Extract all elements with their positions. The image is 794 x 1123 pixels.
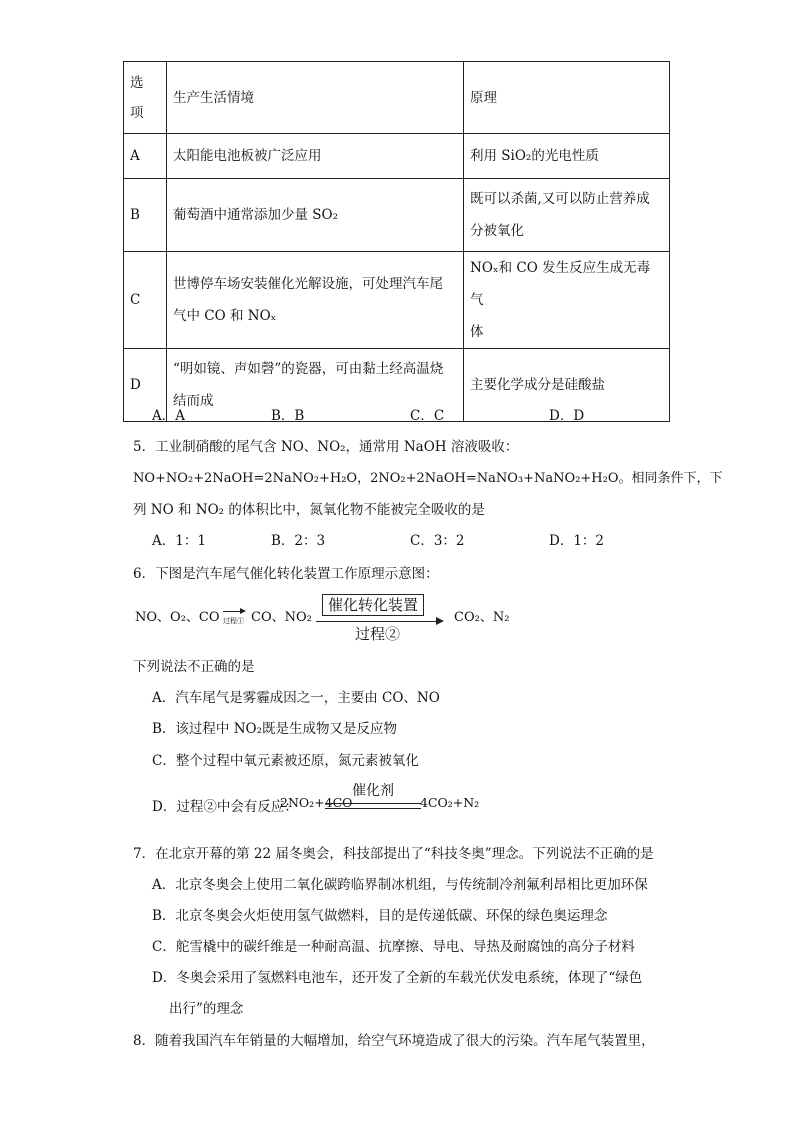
scene-line: 气中 CO 和 NOₓ (173, 308, 277, 324)
q4-option-c: C．C (410, 408, 445, 424)
principle-line: 既可以杀菌,又可以防止营养成 (470, 191, 650, 207)
q5-option-c: C．3：2 (410, 533, 465, 549)
step2-arrow-icon (316, 621, 440, 622)
scene-line: 结而成 (173, 393, 214, 409)
principle-line: 体 (470, 324, 484, 340)
diagram-reactants: NO、O₂、CO (135, 610, 220, 625)
q6-option-c: C．整个过程中氧元素被还原，氮元素被氧化 (152, 753, 419, 769)
row-principle (464, 252, 670, 349)
q7-option-c: C．舵雪橇中的碳纤维是一种耐高温、抗摩擦、导电、导热及耐腐蚀的高分子材料 (152, 939, 635, 955)
q6-question: 下列说法不正确的是 (133, 659, 255, 675)
row-option: B (124, 179, 167, 252)
q7-option-a: A．北京冬奥会上使用二氧化碳跨临界制冰机组，与传统制冷剂氟利昂相比更加环保 (152, 877, 648, 893)
table-row (124, 134, 670, 179)
row-option: D (124, 349, 167, 422)
principle-line: 分被氧化 (470, 223, 524, 239)
q6-option-a: A．汽车尾气是雾霾成因之一，主要由 CO、NO (152, 690, 440, 706)
q4-option-b: B．B (271, 408, 305, 424)
diagram-step1-label: 过程① (223, 617, 244, 625)
q4-option-d: D．D (549, 408, 585, 424)
table-row (124, 252, 670, 349)
table-row (124, 349, 670, 422)
q7-option-d-line2: 出行”的理念 (169, 1001, 244, 1017)
q5-stem-line1: 5．工业制硝酸的尾气含 NO、NO₂，通常用 NaOH 溶液吸收： (133, 439, 519, 455)
header-option: 选 项 (124, 62, 167, 134)
row-principle: 利用 SiO₂的光电性质 (464, 134, 670, 179)
diagram-intermediate: CO、NO₂ (251, 610, 312, 625)
row-option: A (124, 134, 167, 179)
q8-stem: 8．随着我国汽车年销量的大幅增加，给空气环境造成了很大的污染。汽车尾气装置里， (133, 1033, 655, 1049)
table-row (124, 179, 670, 252)
principle-line: NOₓ和 CO 发生反应生成无毒气 (470, 260, 651, 308)
q6-stem: 6．下图是汽车尾气催化转化装置工作原理示意图： (133, 566, 439, 582)
step2-arrow-head-icon (436, 617, 444, 625)
q7-option-b: B．北京冬奥会火炬使用氢气做燃料，目的是传递低碳、环保的绿色奥运理念 (152, 908, 608, 924)
equation-left: 2NO₂+4CO (280, 795, 353, 810)
diagram-device-box: 催化转化装置 (322, 594, 424, 616)
q5-option-a: A．1：1 (152, 533, 206, 549)
diagram-step2-label: 过程② (355, 625, 401, 643)
q5-option-d: D．1：2 (549, 533, 605, 549)
step1-arrow-head-icon (240, 608, 246, 614)
table-header-row (124, 62, 670, 134)
row-scene (167, 252, 464, 349)
row-principle: 主要化学成分是硅酸盐 (464, 349, 670, 422)
row-principle (464, 179, 670, 252)
q5-stem-line2: NO+NO₂+2NaOH=2NaNO₂+H₂O，2NO₂+2NaOH=NaNO₃+NaNO₂+H₂O。相同条件下，下 (133, 471, 723, 486)
header-principle: 原理 (464, 62, 670, 134)
q4-option-a: A．A (152, 408, 185, 424)
row-scene: 葡萄酒中通常添加少量 SO₂ (167, 179, 464, 252)
row-scene: 太阳能电池板被广泛应用 (167, 134, 464, 179)
scene-line: 世博停车场安装催化光解设施，可处理汽车尾 (173, 276, 443, 292)
q6-option-d-prefix: D．过程②中会有反应： (152, 799, 298, 815)
q7-stem: 7．在北京开幕的第 22 届冬奥会，科技部提出了“科技冬奥”理念。下列说法不正确的是 (133, 846, 654, 862)
diagram-products: CO₂、N₂ (454, 610, 510, 625)
row-option: C (124, 252, 167, 349)
equation-equals-icon (325, 803, 421, 809)
q4-table (123, 61, 670, 422)
equation-catalyst: 催化剂 (352, 783, 394, 799)
q6-option-b: B．该过程中 NO₂既是生成物又是反应物 (152, 721, 398, 737)
equation-right: 4CO₂+N₂ (420, 795, 480, 810)
q5-option-b: B．2：3 (271, 533, 326, 549)
scene-line: “明如镜、声如磬”的瓷器，可由黏土经高温烧 (173, 361, 444, 377)
header-scene: 生产生活情境 (167, 62, 464, 134)
q7-option-d-line1: D．冬奥会采用了氢燃料电池车，还开发了全新的车载光伏发电系统，体现了“绿色 (152, 970, 643, 986)
q5-stem-line3: 列 NO 和 NO₂ 的体积比中，氮氧化物不能被完全吸收的是 (133, 502, 485, 518)
